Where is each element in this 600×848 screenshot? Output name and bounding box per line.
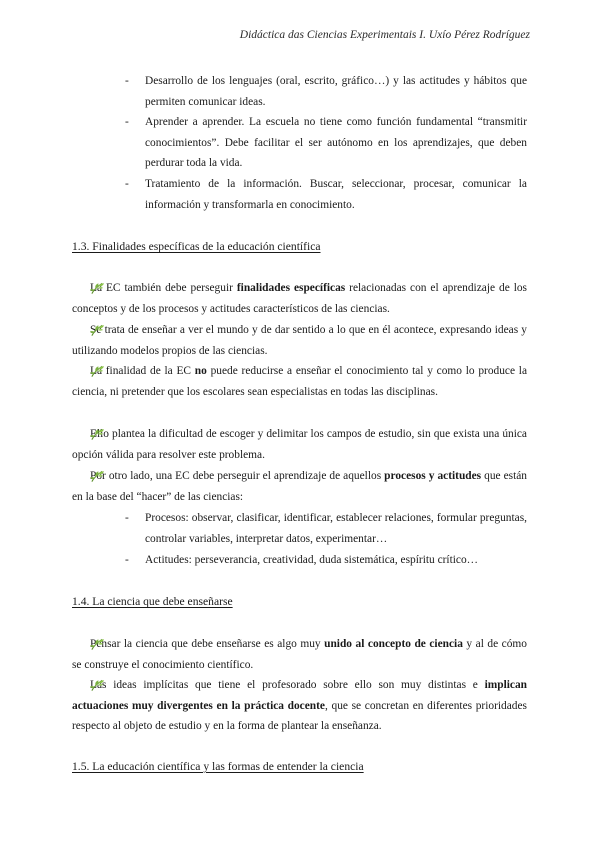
- list-item: [125, 112, 527, 174]
- bullet-bold-text: finalidades específicas: [236, 282, 346, 294]
- bullet-text: relacionadas con el aprendizaje de los conceptos y de los procesos y actitudes característicos de las ciencias.: [72, 282, 527, 315]
- bullet-text: Las ideas implícitas que tiene el profesorado sobre ello son muy distintas e: [90, 679, 485, 691]
- list-item: [72, 466, 527, 507]
- leaf-icon: [90, 469, 105, 483]
- list-item-text: Desarrollo de los lenguajes (oral, escrito, gráfico…) y las actitudes y hábitos que permiten comunicar ideas.: [145, 75, 527, 108]
- dash-marker: -: [125, 554, 129, 566]
- dash-marker: -: [125, 75, 129, 87]
- leaf-icon: [90, 678, 105, 692]
- bullet-text: Pensar la ciencia que debe enseñarse es algo muy: [90, 638, 325, 650]
- leaf-icon: [90, 281, 105, 295]
- list-item: [125, 71, 527, 112]
- section-heading: 1.4. La ciencia que debe enseñarse: [72, 595, 233, 608]
- bullet-text: y al de cómo se construye el conocimiento científico.: [72, 638, 527, 671]
- dash-marker: -: [125, 178, 129, 190]
- bullet-bold-text: implican actuaciones muy divergentes en la práctica docente: [72, 679, 527, 712]
- section-heading: 1.3. Finalidades específicas de la educación científica: [72, 240, 321, 253]
- list-item: [125, 174, 527, 215]
- dash-marker: -: [125, 512, 129, 524]
- list-item-text: Procesos: observar, clasificar, identificar, establecer relaciones, formular preguntas, controlar variables, interpretar datos, experimentar…: [145, 512, 527, 545]
- bullet-text: La finalidad de la EC: [90, 365, 195, 377]
- list-item-text: Tratamiento de la información. Buscar, seleccionar, procesar, comunicar la información y transformarla en conocimiento.: [145, 178, 527, 211]
- list-item-text: Actitudes: perseverancia, creatividad, duda sistemática, espíritu crítico…: [145, 554, 479, 566]
- list-item: [72, 675, 527, 737]
- leaf-icon: [90, 323, 105, 337]
- list-item: [125, 508, 527, 549]
- list-item: [125, 550, 527, 571]
- list-item: [72, 424, 527, 465]
- bullet-text: Ello plantea la dificultad de escoger y delimitar los campos de estudio, sin que exista una única opción válida para resolver este problema.: [72, 428, 527, 461]
- bullet-text: puede reducirse a enseñar el conocimiento tal y como lo produce la ciencia, ni pretender que los escolares sean especialistas en todas las disciplinas.: [72, 365, 528, 398]
- leaf-icon: [90, 427, 105, 441]
- list-item-text: Aprender a aprender. La escuela no tiene como función fundamental “transmitir conocimientos”. Debe facilitar el ser autónomo en los aprendizajes, que deben perdurar toda la vida.: [145, 116, 527, 169]
- list-item: [72, 361, 528, 402]
- bullet-text: que están en la base del “hacer” de las ciencias:: [72, 470, 527, 503]
- bullet-text: La EC también debe perseguir: [90, 282, 237, 294]
- list-item: [72, 634, 527, 675]
- section-heading: 1.5. La educación científica y las formas de entender la ciencia: [72, 760, 364, 773]
- list-item: [72, 320, 527, 361]
- list-item: [72, 278, 527, 319]
- bullet-bold-text: no: [194, 365, 207, 377]
- bullet-text: Se trata de enseñar a ver el mundo y de dar sentido a lo que en él acontece, expresando ideas y utilizando modelos propios de las ciencias.: [72, 324, 527, 357]
- bullet-text: Por otro lado, una EC debe perseguir el aprendizaje de aquellos: [90, 470, 385, 482]
- bullet-text: , que se concretan en diferentes prioridades respecto al objeto de estudio y en la forma de plantear la enseñanza.: [72, 699, 527, 732]
- page-header: Didáctica das Ciencias Experimentais I. Uxío Pérez Rodríguez: [239, 29, 530, 41]
- bullet-bold-text: unido al concepto de ciencia: [324, 638, 463, 650]
- leaf-icon: [90, 637, 105, 651]
- leaf-icon: [90, 364, 105, 378]
- bullet-bold-text: procesos y actitudes: [384, 470, 482, 482]
- dash-marker: -: [125, 116, 129, 128]
